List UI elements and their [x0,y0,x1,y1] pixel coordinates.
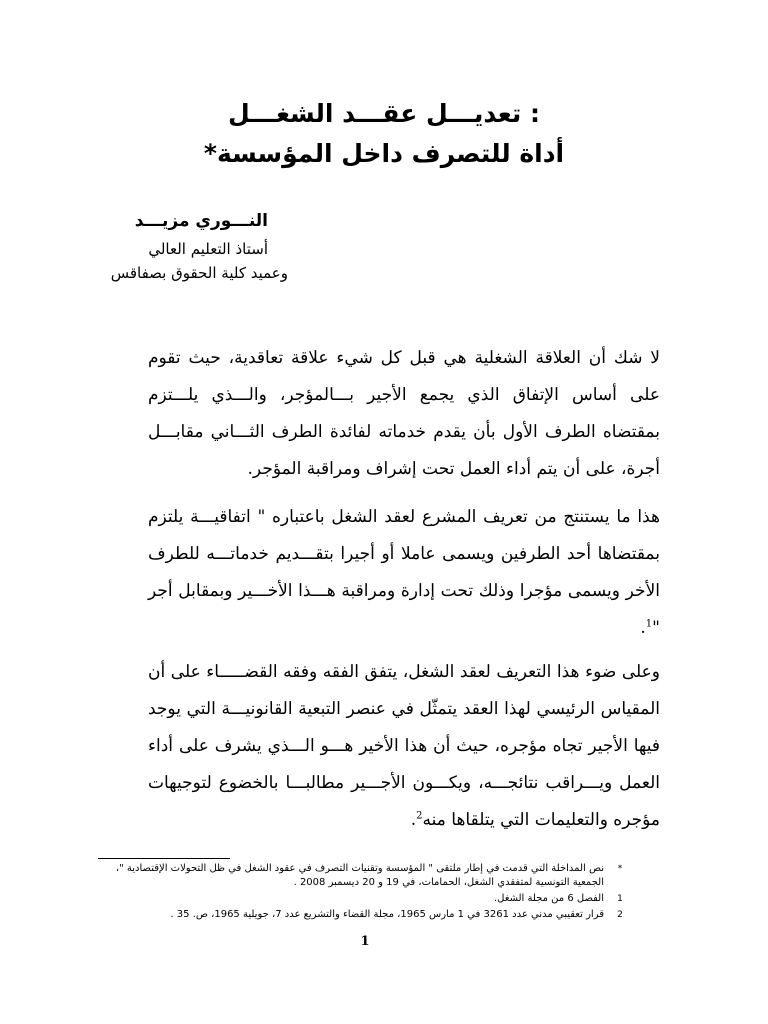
paragraph-end: . [410,810,417,830]
author-affiliation: وعميد كلية الحقوق بصفاقس [110,264,288,282]
paragraph-3 [148,654,660,839]
footnote-2 [98,908,628,922]
footnote-mark: 1 [617,894,623,904]
footnote-text: الفصل 6 من مجلة الشغل. [494,893,604,904]
title-line-1: : تعديـــل عقـــد الشغـــل [228,99,540,128]
paragraph-text: لا شك أن العلاقة الشغلية هي قبل كل شيء علاقة تعاقدية، حيث تقوم على أساس الإتفاق الذي يجمع الأجير بـــالمؤجر، والـــذي يلـــتزم بمقتضاه الطرف الأول بأن يقدم خدماته لفائدة الطرف الثـــاني مقابـــل أجرة، على أن يتم أداء العمل تحت إشراف ومراقبة المؤجر. [148,348,660,479]
footnote-separator [98,858,230,859]
paragraph-end: . [640,618,646,638]
author-title: أستاذ التعليم العالي [148,240,268,258]
footnotes [98,862,628,924]
title-line-2: أداة للتصرف داخل المؤسسة* [203,139,565,168]
footnote-1 [98,892,628,906]
paragraph-text: وعلى ضوء هذا التعريف لعقد الشغل، يتفق الفقه وفقه القضـــــاء على أن المقياس الرئيسي لهذا العقد يتمثّل في عنصر التبعية القانونيـــة التي يوجد فيها الأجير تجاه مؤجره، حيث أن هذا الأخير هـــو الـــذي يشرف على أداء العمل ويـــراقب نتائجـــه، ويكـــون الأجـــير مطالبـــا بالخضوع لتوجيهات مؤجره والتعليمات التي يتلقاها منه [148,662,660,830]
footnote-star [98,862,628,890]
paragraph-text: هذا ما يستنتج من تعريف المشرع لعقد الشغل باعتباره " اتفاقيـــة يلتزم بمقتضاها أحد الطرفين ويسمى عاملا أو أجيرا بتقـــديم خدماتـــه للطرف الأخر ويسمى مؤجرا وذلك تحت إدارة ومراقبة هـــذا الأخـــير وبمقابل أجر " [148,507,660,638]
paragraph-2 [148,499,660,647]
footnote-mark: 2 [617,910,623,920]
footnote-mark: * [617,864,623,874]
paragraph-1 [148,340,660,488]
footnote-ref-2[interactable]: 2 [416,810,423,822]
author-name: النـــوري مزيـــد [134,211,268,231]
footnote-text: نص المداخلة التي قدمت في إطار ملتقى " المؤسسة وتقنيات التصرف في عقود الشغل في ظل التحولات الإقتصادية "، الجمعية التونسية لمتفقدي الشغل، الحمامات، في 19 و 20 ديسمبر 2008 . [115,863,604,888]
footnote-ref-1[interactable]: 1 [645,618,653,630]
footnote-text: قرار تعقيبي مدني عدد 3261 في 1 مارس 1965، مجلة القضاء والتشريع عدد 7، جويلية 1965، ص. 35 . [170,909,604,920]
page-number: 1 [360,934,370,949]
